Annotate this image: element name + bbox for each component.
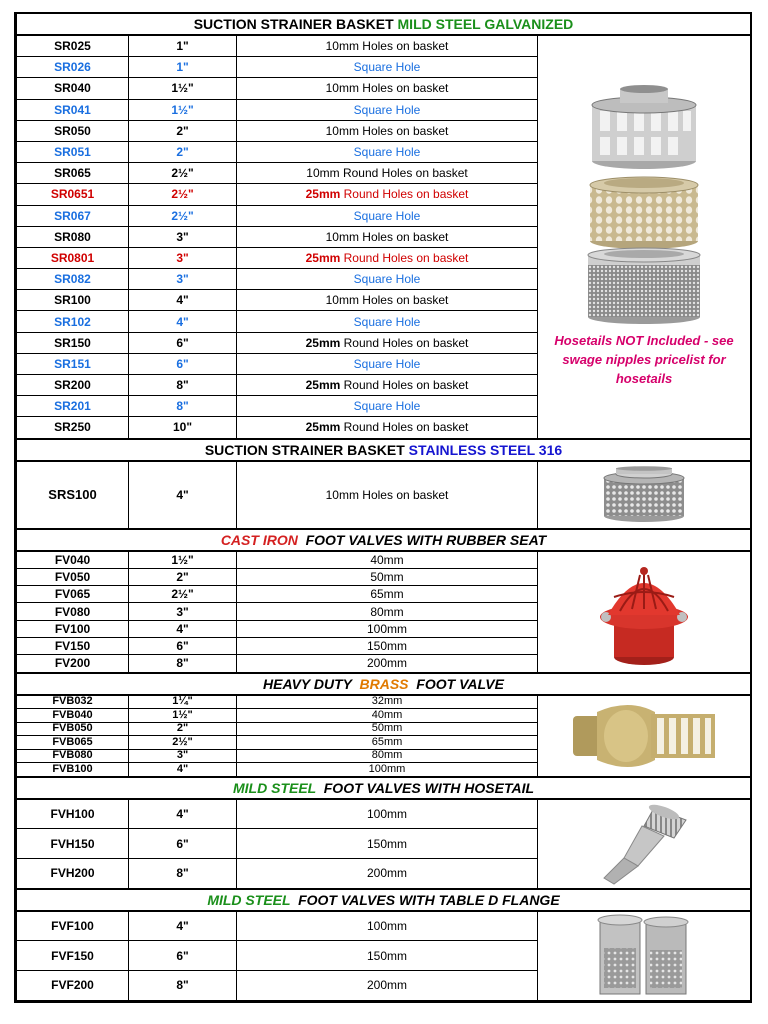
product-description: 100mm xyxy=(237,799,538,829)
product-code: FVH100 xyxy=(17,799,129,829)
section-title-suffix: FOOT VALVES WITH RUBBER SEAT xyxy=(297,531,547,548)
section-title-highlight: MILD STEEL xyxy=(233,779,316,796)
product-size: 2" xyxy=(129,141,237,162)
product-code: FV100 xyxy=(17,620,129,637)
product-code: FV050 xyxy=(17,568,129,585)
product-description: Square Hole xyxy=(237,396,538,417)
section-title-strainer-ms xyxy=(17,14,751,35)
product-description xyxy=(237,417,538,439)
section-title-prefix: SUCTION STRAINER BASKET xyxy=(204,441,409,458)
product-size: 1" xyxy=(129,35,237,57)
section-brass xyxy=(17,673,751,695)
product-description: Square Hole xyxy=(237,269,538,290)
product-photo-cell xyxy=(538,35,751,439)
section-title-ms-hosetail xyxy=(17,777,751,799)
product-description: 10mm Round Holes on basket xyxy=(237,163,538,184)
product-code: SR040 xyxy=(17,78,129,99)
product-size: 2½" xyxy=(129,736,237,749)
product-size: 6" xyxy=(129,829,237,859)
product-description: Square Hole xyxy=(237,311,538,332)
product-code: SR150 xyxy=(17,332,129,353)
table-row xyxy=(17,35,751,57)
product-code: FV065 xyxy=(17,586,129,603)
product-description: 200mm xyxy=(237,655,538,673)
product-code: FVB065 xyxy=(17,736,129,749)
product-description: 65mm xyxy=(237,736,538,749)
description-bold-part: 25mm xyxy=(305,187,341,202)
product-code: SR250 xyxy=(17,417,129,439)
section-title-ms-flange xyxy=(17,889,751,911)
product-size: 8" xyxy=(129,858,237,888)
section-title-brass xyxy=(17,673,751,695)
section-title-suffix: FOOT VALVES WITH HOSETAIL xyxy=(315,779,535,796)
product-size: 1½" xyxy=(129,78,237,99)
table-row xyxy=(17,799,751,829)
product-description: Square Hole xyxy=(237,205,538,226)
description-bold-part: 25mm xyxy=(305,250,341,265)
product-description: 80mm xyxy=(237,603,538,620)
product-size: 3" xyxy=(129,247,237,268)
section-title-highlight: CAST IRON xyxy=(220,531,298,548)
hosetail-note: Hosetails NOT Included - see swage nipples pricelist for hosetails xyxy=(554,333,734,387)
description-bold-part: 25mm xyxy=(305,335,341,350)
product-description xyxy=(237,332,538,353)
product-description: 10mm Holes on basket xyxy=(237,120,538,141)
table-row xyxy=(17,695,751,709)
product-code: SR151 xyxy=(17,353,129,374)
description-text: Round Holes on basket xyxy=(340,335,469,350)
product-size: 2½" xyxy=(129,184,237,205)
product-size: 10" xyxy=(129,417,237,439)
product-description: 50mm xyxy=(237,568,538,585)
section-ms-flange xyxy=(17,889,751,911)
product-size: 4" xyxy=(129,461,237,529)
product-description: Square Hole xyxy=(237,141,538,162)
price-sheet xyxy=(14,12,752,1003)
product-description: 150mm xyxy=(237,638,538,655)
strainer-photo-stack xyxy=(584,85,704,325)
product-code: SR050 xyxy=(17,120,129,141)
product-code: FVH150 xyxy=(17,829,129,859)
product-photo-cell xyxy=(538,551,751,673)
product-description: 80mm xyxy=(237,749,538,762)
product-size: 8" xyxy=(129,396,237,417)
strainer-ms-rows xyxy=(17,35,751,439)
product-code: SR082 xyxy=(17,269,129,290)
product-description: 10mm Holes on basket xyxy=(237,78,538,99)
product-size: 8" xyxy=(129,970,237,1000)
product-description: 40mm xyxy=(237,709,538,722)
section-title-cast-iron xyxy=(17,529,751,551)
product-code: FV150 xyxy=(17,638,129,655)
product-photo-cell xyxy=(538,911,751,1001)
section-strainer-ss xyxy=(17,439,751,461)
ms-flange-rows xyxy=(17,911,751,1001)
product-size: 2½" xyxy=(129,205,237,226)
perforated-strainer-photo xyxy=(588,248,700,324)
product-size: 4" xyxy=(129,799,237,829)
product-code: FV200 xyxy=(17,655,129,673)
product-description: 65mm xyxy=(237,586,538,603)
section-title-suffix: FOOT VALVES WITH TABLE D FLANGE xyxy=(290,891,560,908)
product-code: FVF200 xyxy=(17,970,129,1000)
product-code: SR201 xyxy=(17,396,129,417)
section-title-prefix: HEAVY DUTY xyxy=(263,675,360,692)
product-photo-cell xyxy=(538,695,751,777)
product-table xyxy=(16,14,751,1001)
section-cast-iron xyxy=(17,529,751,551)
section-title-highlight: STAINLESS STEEL 316 xyxy=(408,441,563,458)
product-description: 50mm xyxy=(237,722,538,735)
product-size: 2½" xyxy=(129,163,237,184)
product-code: FVB100 xyxy=(17,763,129,777)
product-description: 10mm Holes on basket xyxy=(237,226,538,247)
product-description: 10mm Holes on basket xyxy=(237,290,538,311)
ms-hosetail-rows xyxy=(17,799,751,889)
section-title-highlight: MILD STEEL xyxy=(207,891,291,908)
product-size: 3" xyxy=(129,749,237,762)
description-bold-part: 25mm xyxy=(305,420,341,435)
product-description: 150mm xyxy=(237,829,538,859)
description-text: Round Holes on basket xyxy=(340,187,469,202)
section-title-suffix: FOOT VALVE xyxy=(408,675,504,692)
product-description: 150mm xyxy=(237,941,538,971)
table-row xyxy=(17,551,751,569)
product-code: FVF100 xyxy=(17,911,129,941)
product-description: Square Hole xyxy=(237,99,538,120)
product-size: 3" xyxy=(129,603,237,620)
product-size: 2" xyxy=(129,568,237,585)
product-description: Square Hole xyxy=(237,57,538,78)
product-size: 8" xyxy=(129,375,237,396)
product-code: FVB050 xyxy=(17,722,129,735)
product-description: 200mm xyxy=(237,858,538,888)
product-size: 3" xyxy=(129,226,237,247)
cast-iron-rows xyxy=(17,551,751,673)
product-code: FVF150 xyxy=(17,941,129,971)
product-code: FV040 xyxy=(17,551,129,569)
product-size: 4" xyxy=(129,911,237,941)
product-size: 1" xyxy=(129,57,237,78)
round-hole-strainer-photo xyxy=(590,177,698,249)
description-text: Round Holes on basket xyxy=(340,378,469,393)
product-code: SR067 xyxy=(17,205,129,226)
product-size: 4" xyxy=(129,290,237,311)
brass-rows xyxy=(17,695,751,777)
product-description xyxy=(237,375,538,396)
product-code: SR065 xyxy=(17,163,129,184)
product-description: 100mm xyxy=(237,620,538,637)
product-code: SR026 xyxy=(17,57,129,78)
product-code: SR0651 xyxy=(17,184,129,205)
product-size: 2" xyxy=(129,722,237,735)
product-code: SRS100 xyxy=(17,461,129,529)
product-description: 40mm xyxy=(237,551,538,569)
product-code: SR0801 xyxy=(17,247,129,268)
product-size: 1¼" xyxy=(129,695,237,709)
product-code: SR041 xyxy=(17,99,129,120)
section-title-highlight: MILD STEEL GALVANIZED xyxy=(397,16,574,32)
product-description: 100mm xyxy=(237,763,538,777)
table-row xyxy=(17,461,751,529)
product-description: 10mm Holes on basket xyxy=(237,461,538,529)
section-title-prefix: SUCTION STRAINER BASKET xyxy=(193,16,398,32)
section-title-highlight: BRASS xyxy=(359,675,409,692)
product-description: Square Hole xyxy=(237,353,538,374)
section-strainer-ms xyxy=(17,14,751,35)
section-ms-hosetail xyxy=(17,777,751,799)
product-size: 2½" xyxy=(129,586,237,603)
product-code: FVB080 xyxy=(17,749,129,762)
product-size: 1½" xyxy=(129,551,237,569)
product-code: SR102 xyxy=(17,311,129,332)
product-photo-cell xyxy=(538,799,751,889)
product-description xyxy=(237,184,538,205)
product-code: FV080 xyxy=(17,603,129,620)
table-row xyxy=(17,911,751,941)
product-size: 1½" xyxy=(129,709,237,722)
product-code: SR200 xyxy=(17,375,129,396)
product-description: 10mm Holes on basket xyxy=(237,35,538,57)
product-code: FVB040 xyxy=(17,709,129,722)
product-size: 2" xyxy=(129,120,237,141)
product-code: SR080 xyxy=(17,226,129,247)
product-size: 6" xyxy=(129,941,237,971)
product-size: 4" xyxy=(129,620,237,637)
product-size: 6" xyxy=(129,353,237,374)
product-size: 6" xyxy=(129,332,237,353)
product-size: 8" xyxy=(129,655,237,673)
product-description: 200mm xyxy=(237,970,538,1000)
product-code: SR025 xyxy=(17,35,129,57)
product-size: 3" xyxy=(129,269,237,290)
product-code: FVH200 xyxy=(17,858,129,888)
strainer-ss-rows xyxy=(17,461,751,529)
product-size: 6" xyxy=(129,638,237,655)
square-hole-strainer-photo xyxy=(592,85,696,169)
description-text: Round Holes on basket xyxy=(340,250,469,265)
description-text: Round Holes on basket xyxy=(340,420,469,435)
product-size: 4" xyxy=(129,763,237,777)
stainless-strainer-photo xyxy=(538,461,751,529)
product-code: SR100 xyxy=(17,290,129,311)
product-description xyxy=(237,247,538,268)
description-bold-part: 25mm xyxy=(305,378,341,393)
section-title-strainer-ss xyxy=(17,439,751,461)
product-size: 1½" xyxy=(129,99,237,120)
product-description: 32mm xyxy=(237,695,538,709)
product-size: 4" xyxy=(129,311,237,332)
product-code: FVB032 xyxy=(17,695,129,709)
product-description: 100mm xyxy=(237,911,538,941)
product-code: SR051 xyxy=(17,141,129,162)
